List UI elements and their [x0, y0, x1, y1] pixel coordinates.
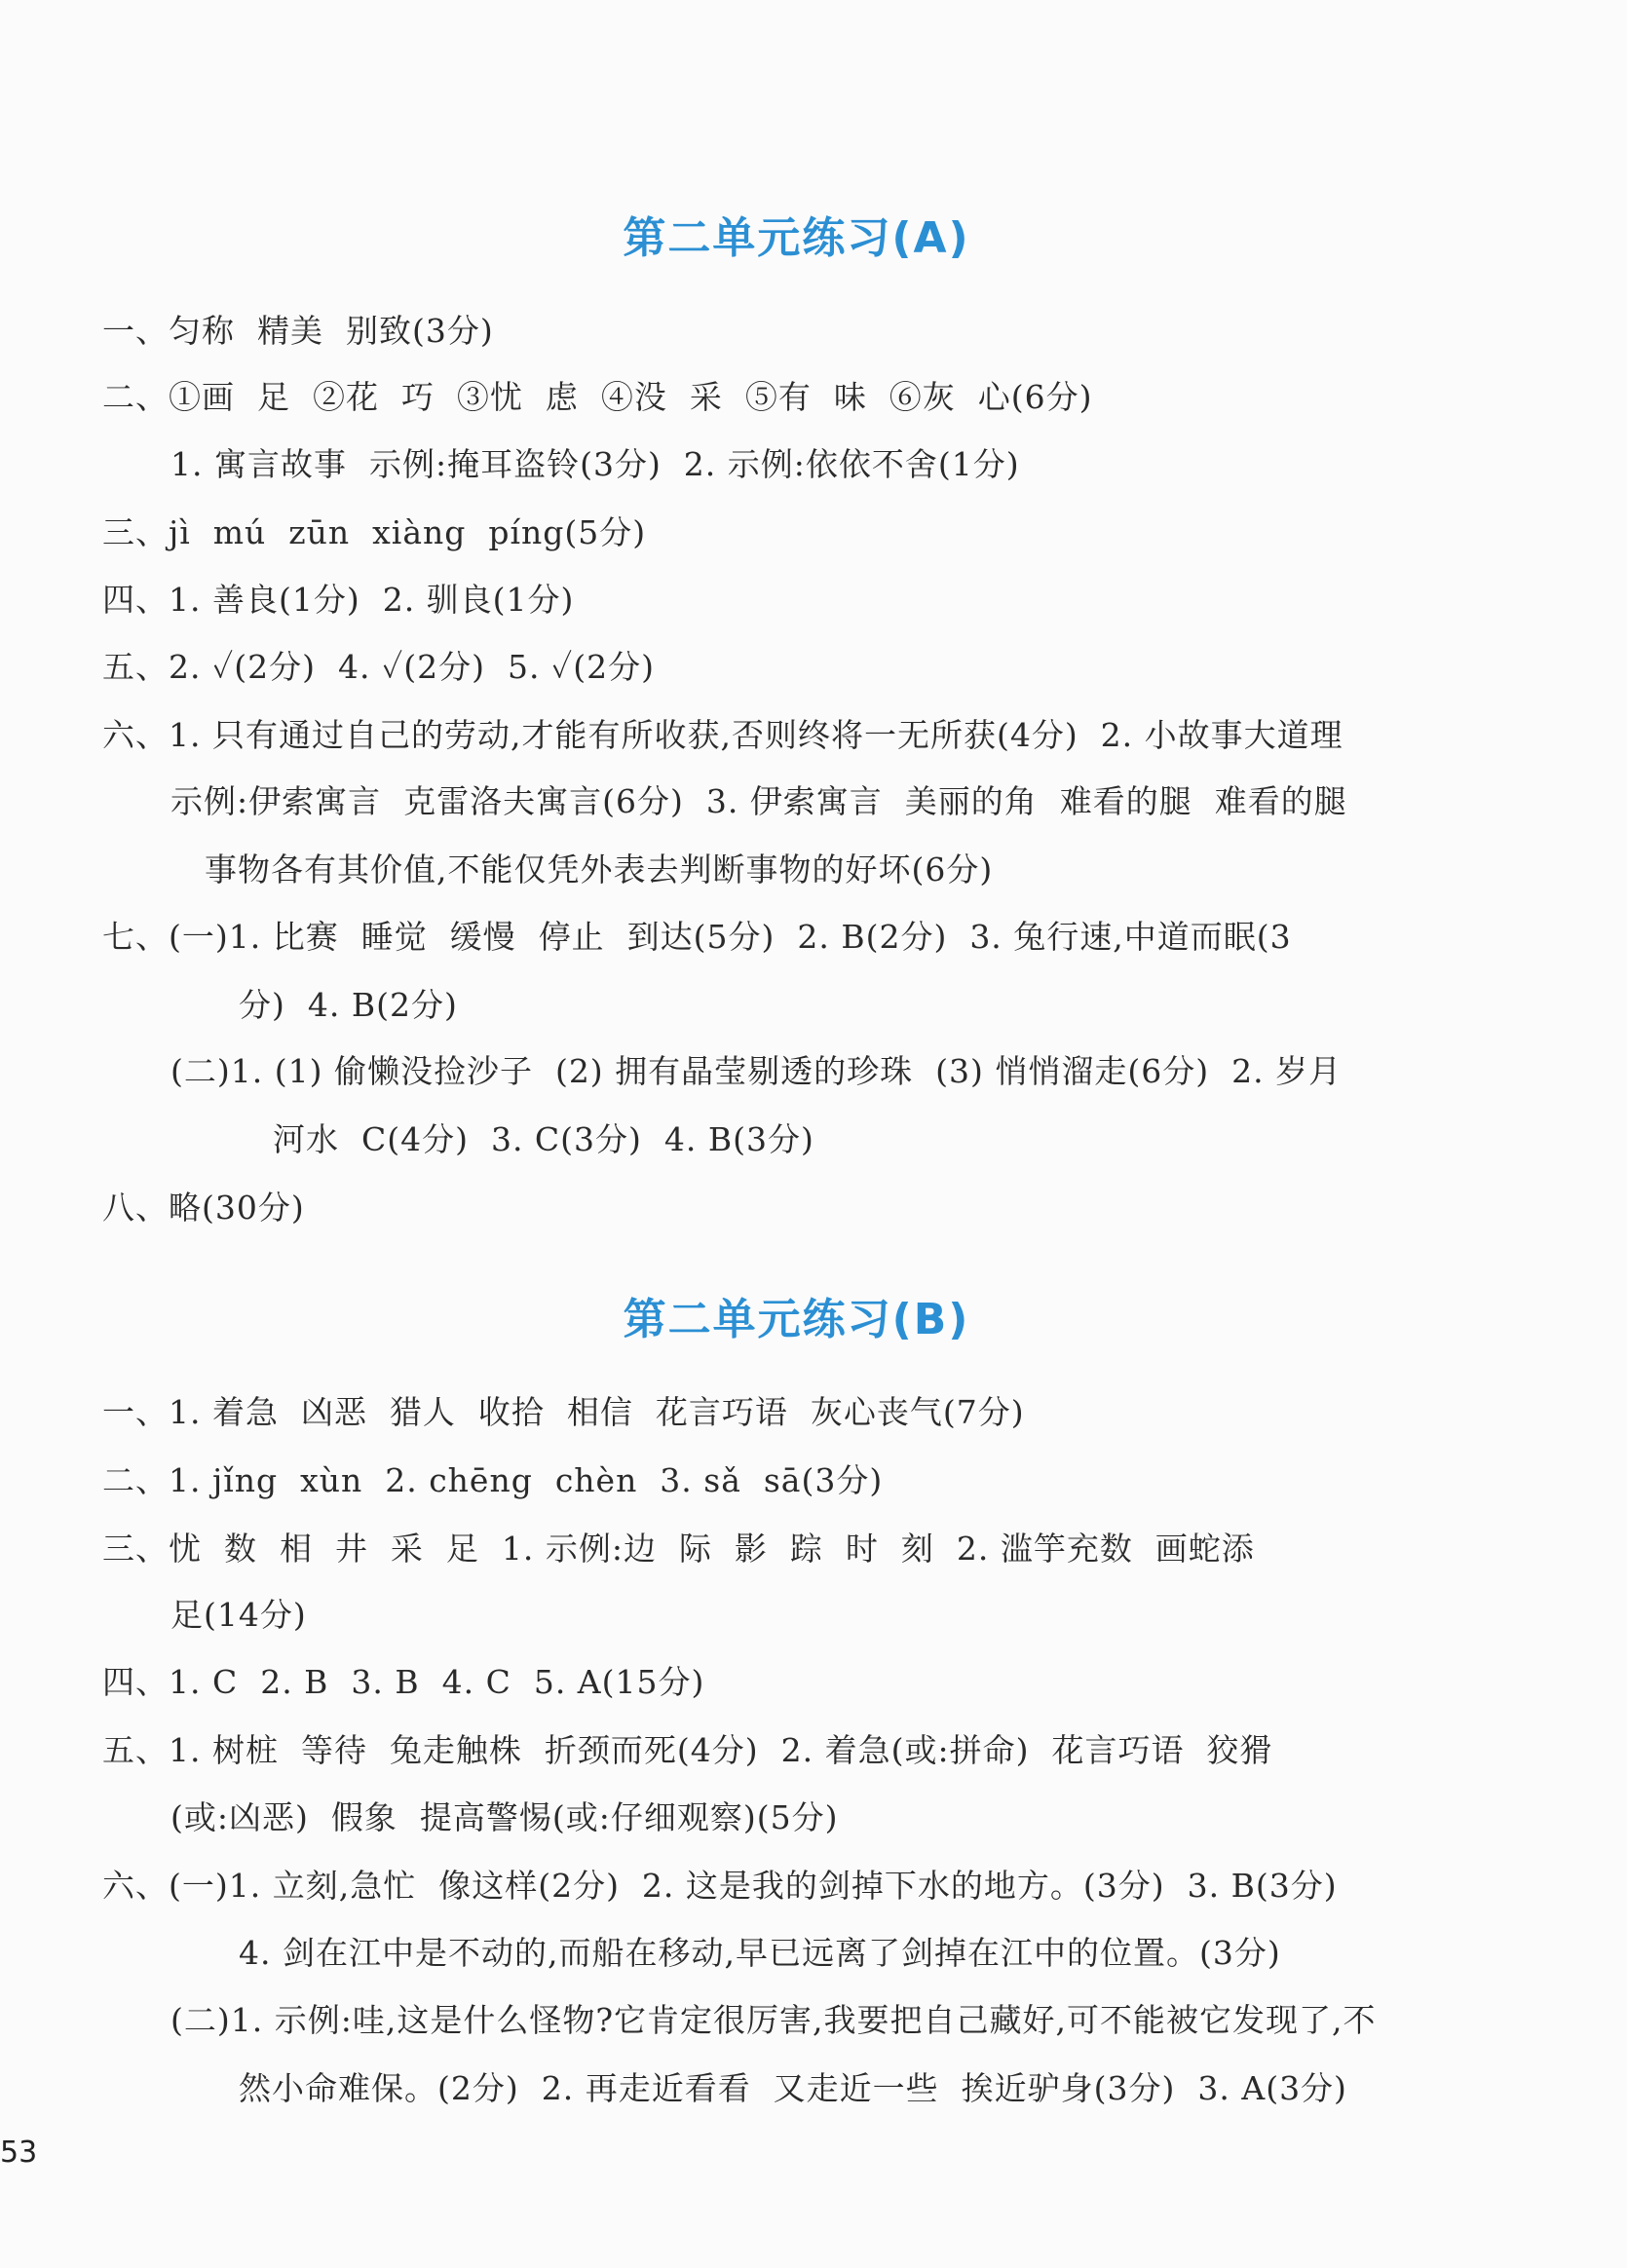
answer-line: 三、jì mú zūn xiàng píng(5分) [102, 513, 647, 551]
answer-line: 五、1. 树桩 等待 兔走触株 折颈而死(4分) 2. 着急(或:拼命) 花言巧语 狡猾 [102, 1731, 1273, 1769]
section-a-title: 第二单元练习(A) [623, 213, 970, 263]
answer-line: 四、1. C 2. B 3. B 4. C 5. A(15分) [102, 1663, 705, 1701]
answer-line: 足(14分) [170, 1596, 307, 1634]
page-number: 53 [0, 2136, 38, 2170]
answer-line: 一、匀称 精美 别致(3分) [102, 312, 494, 350]
answer-line: 一、1. 着急 凶恶 猎人 收拾 相信 花言巧语 灰心丧气(7分) [102, 1393, 1025, 1431]
answer-line: 示例:伊索寓言 克雷洛夫寓言(6分) 3. 伊索寓言 美丽的角 难看的腿 难看的腿 [170, 782, 1347, 820]
section-b-title: 第二单元练习(B) [623, 1295, 970, 1344]
answer-line: 事物各有其价值,不能仅凭外表去判断事物的好坏(6分) [205, 850, 994, 888]
answer-line: 三、忧 数 相 井 采 足 1. 示例:边 际 影 踪 时 刻 2. 滥竽充数 画蛇添 [102, 1530, 1255, 1568]
answer-line: (二)1. (1) 偷懒没捡沙子 (2) 拥有晶莹剔透的珍珠 (3) 悄悄溜走(6分) 2. 岁月 [170, 1052, 1343, 1090]
answer-line: 七、(一)1. 比赛 睡觉 缓慢 停止 到达(5分) 2. B(2分) 3. 兔行速,中道而眠(3 [102, 918, 1292, 956]
answer-line: 分) 4. B(2分) [239, 986, 458, 1024]
answer-line: 二、①画 足 ②花 巧 ③忧 虑 ④没 采 ⑤有 味 ⑥灰 心(6分) [102, 378, 1093, 416]
answer-line: 1. 寓言故事 示例:掩耳盗铃(3分) 2. 示例:依依不舍(1分) [170, 445, 1020, 483]
answer-line: 六、1. 只有通过自己的劳动,才能有所收获,否则终将一无所获(4分) 2. 小故事大道理 [102, 716, 1343, 754]
answer-line: (二)1. 示例:哇,这是什么怪物?它肯定很厉害,我要把自己藏好,可不能被它发现了,不 [170, 2001, 1377, 2039]
answer-line: 二、1. jǐng xùn 2. chēng chèn 3. sǎ sā(3分) [102, 1461, 884, 1499]
answer-line: 河水 C(4分) 3. C(3分) 4. B(3分) [273, 1120, 814, 1158]
answer-line: (或:凶恶) 假象 提高警惕(或:仔细观察)(5分) [170, 1798, 839, 1836]
answer-line: 四、1. 善良(1分) 2. 驯良(1分) [102, 581, 575, 619]
answer-line: 五、2. ✓(2分) 4. ✓(2分) 5. ✓(2分) [102, 648, 655, 686]
answer-line: 六、(一)1. 立刻,急忙 像这样(2分) 2. 这是我的剑掉下水的地方。(3分) 3. B(3分) [102, 1867, 1338, 1905]
answer-line: 4. 剑在江中是不动的,而船在移动,早已远离了剑掉在江中的位置。(3分) [239, 1934, 1281, 1972]
answer-line: 然小命难保。(2分) 2. 再走近看看 又走近一些 挨近驴身(3分) 3. A(3分) [239, 2069, 1347, 2107]
answer-line: 八、略(30分) [102, 1189, 305, 1227]
